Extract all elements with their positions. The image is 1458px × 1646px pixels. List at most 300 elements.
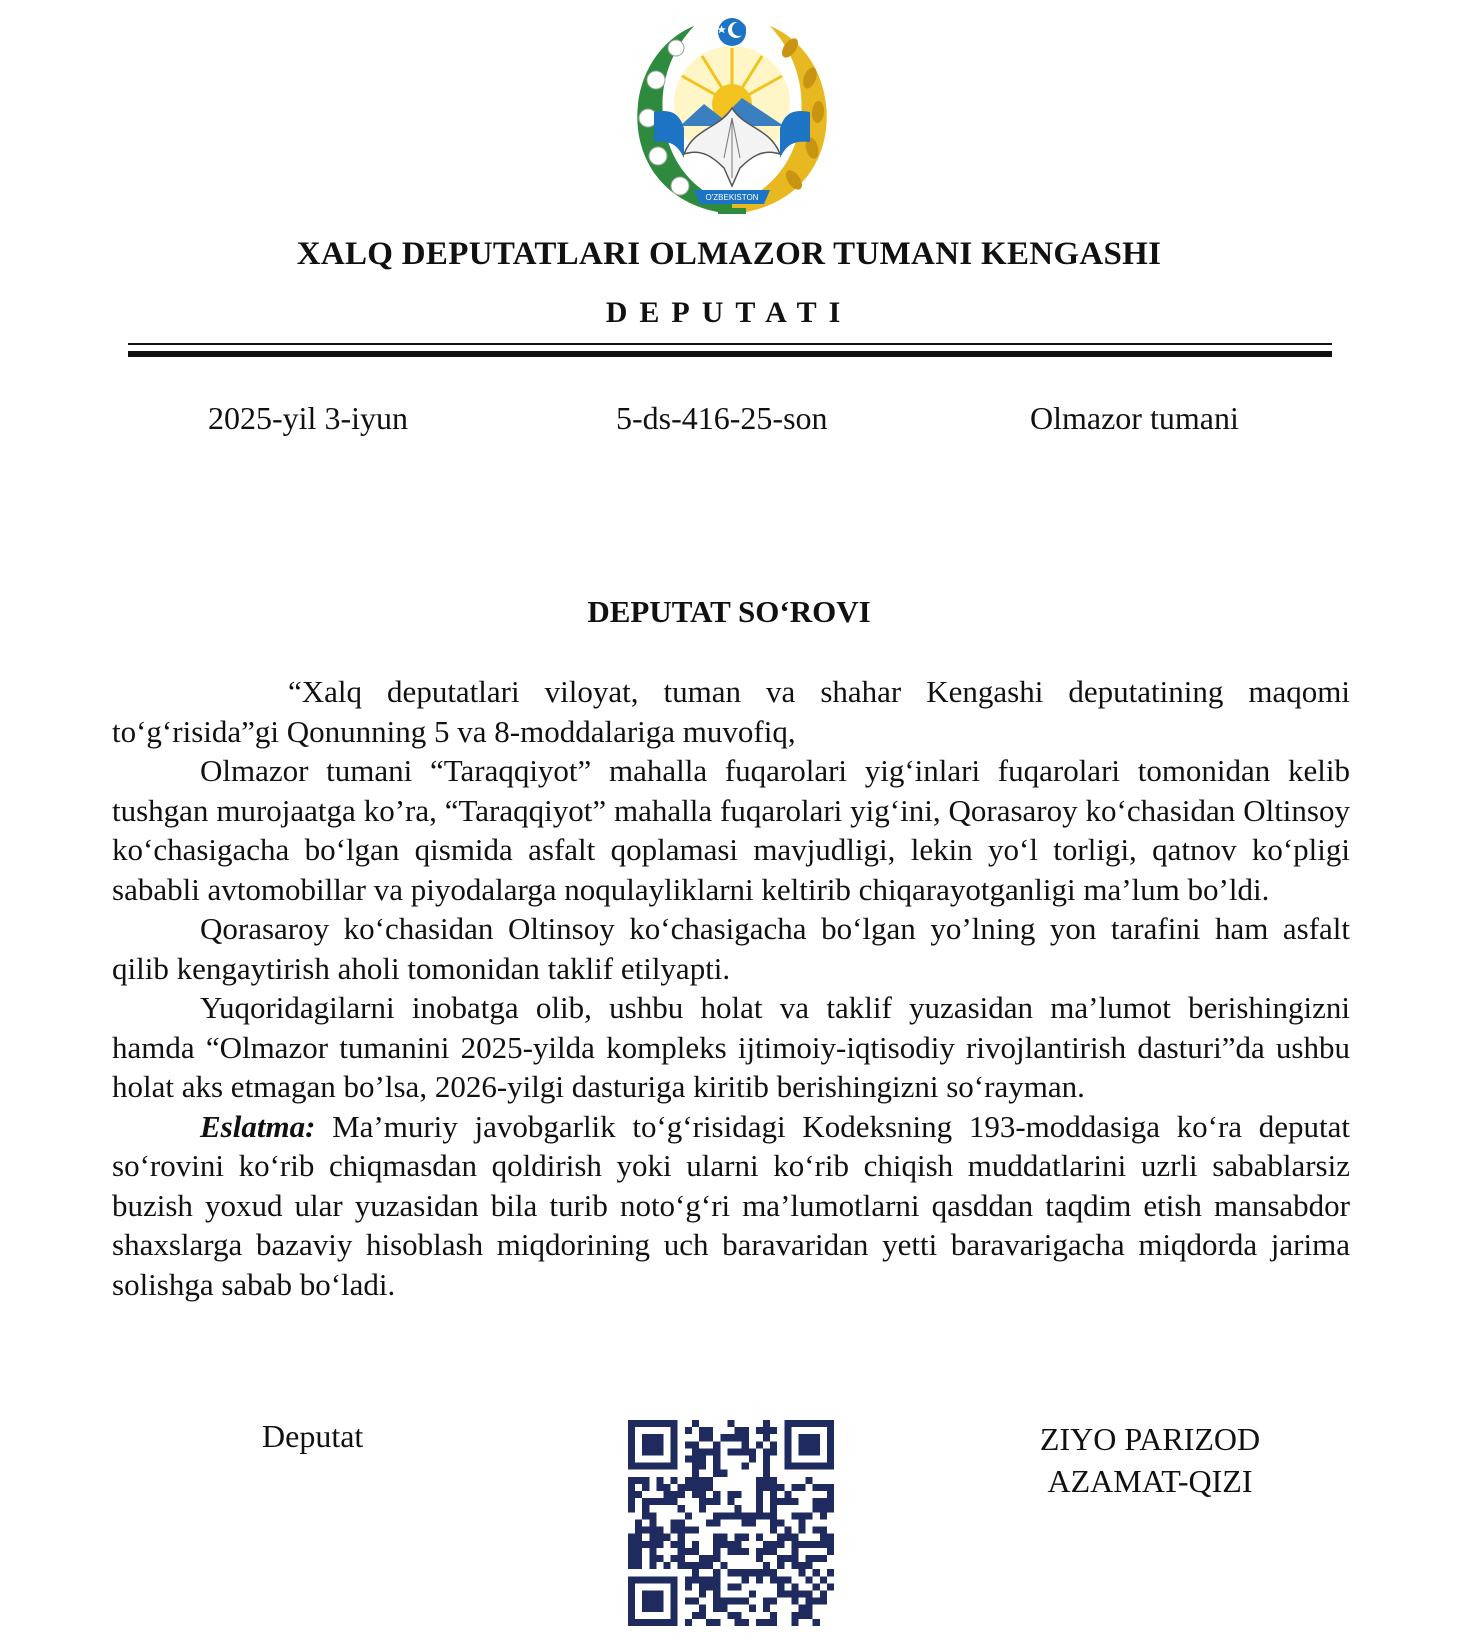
qr-module: [820, 1576, 827, 1583]
qr-module: [628, 1612, 635, 1619]
qr-module: [770, 1484, 777, 1491]
qr-module: [706, 1434, 713, 1441]
qr-module: [806, 1555, 813, 1562]
qr-module: [699, 1463, 706, 1470]
qr-module: [642, 1441, 649, 1448]
qr-module: [706, 1484, 713, 1491]
qr-module: [827, 1441, 834, 1448]
qr-module: [656, 1590, 663, 1597]
qr-module: [678, 1491, 685, 1498]
qr-module: [820, 1512, 827, 1519]
qr-module: [770, 1541, 777, 1548]
qr-module: [784, 1427, 791, 1434]
qr-module: [798, 1448, 805, 1455]
qr-module: [784, 1456, 791, 1463]
qr-module: [820, 1505, 827, 1512]
qr-module: [784, 1441, 791, 1448]
qr-module: [742, 1427, 749, 1434]
qr-module: [635, 1519, 642, 1526]
qr-module: [706, 1477, 713, 1484]
qr-module: [735, 1548, 742, 1555]
qr-module: [791, 1484, 798, 1491]
qr-module: [806, 1441, 813, 1448]
qr-code-icon: [628, 1420, 834, 1626]
qr-module: [727, 1583, 734, 1590]
qr-module: [642, 1527, 649, 1534]
qr-module: [713, 1512, 720, 1519]
qr-module: [692, 1441, 699, 1448]
qr-module: [671, 1498, 678, 1505]
qr-module: [656, 1598, 663, 1605]
qr-module: [763, 1484, 770, 1491]
qr-module: [649, 1576, 656, 1583]
document-title: DEPUTAT SO‘ROVI: [587, 594, 871, 629]
qr-module: [791, 1498, 798, 1505]
qr-module: [798, 1605, 805, 1612]
qr-module: [671, 1619, 678, 1626]
qr-module: [685, 1619, 692, 1626]
qr-module: [720, 1512, 727, 1519]
qr-module: [671, 1555, 678, 1562]
qr-module: [827, 1427, 834, 1434]
qr-module: [742, 1512, 749, 1519]
qr-module: [742, 1576, 749, 1583]
qr-module: [756, 1619, 763, 1626]
qr-module: [685, 1562, 692, 1569]
qr-module: [820, 1541, 827, 1548]
qr-module: [656, 1541, 663, 1548]
qr-module: [784, 1576, 791, 1583]
qr-module: [628, 1555, 635, 1562]
qr-module: [806, 1598, 813, 1605]
qr-module: [770, 1576, 777, 1583]
qr-module: [671, 1519, 678, 1526]
qr-module: [664, 1562, 671, 1569]
qr-module: [784, 1420, 791, 1427]
qr-module: [649, 1448, 656, 1455]
qr-module: [678, 1527, 685, 1534]
qr-module: [749, 1448, 756, 1455]
qr-module: [827, 1534, 834, 1541]
qr-module: [770, 1619, 777, 1626]
qr-module: [642, 1448, 649, 1455]
document-place: Olmazor tumani: [1030, 400, 1239, 436]
qr-module: [671, 1612, 678, 1619]
qr-module: [820, 1498, 827, 1505]
qr-module: [642, 1505, 649, 1512]
qr-module: [664, 1576, 671, 1583]
document-date: 2025-yil 3-iyun: [208, 400, 408, 436]
qr-module: [749, 1590, 756, 1597]
qr-module: [798, 1612, 805, 1619]
qr-module: [827, 1583, 834, 1590]
qr-module: [777, 1541, 784, 1548]
qr-module: [713, 1491, 720, 1498]
qr-module: [791, 1590, 798, 1597]
qr-module: [756, 1491, 763, 1498]
qr-module: [635, 1477, 642, 1484]
qr-module: [806, 1612, 813, 1619]
qr-module: [777, 1590, 784, 1597]
qr-module: [642, 1576, 649, 1583]
qr-module: [798, 1420, 805, 1427]
qr-module: [742, 1534, 749, 1541]
qr-module: [727, 1569, 734, 1576]
qr-module: [628, 1598, 635, 1605]
qr-module: [692, 1491, 699, 1498]
qr-module: [791, 1420, 798, 1427]
qr-module: [742, 1463, 749, 1470]
qr-module: [656, 1441, 663, 1448]
qr-module: [798, 1569, 805, 1576]
qr-module: [784, 1534, 791, 1541]
qr-module: [671, 1441, 678, 1448]
qr-module: [713, 1463, 720, 1470]
qr-module: [713, 1548, 720, 1555]
signatory-name-line2: AZAMAT-QIZI: [1047, 1463, 1253, 1499]
qr-module: [628, 1456, 635, 1463]
qr-module: [642, 1477, 649, 1484]
qr-module: [656, 1477, 663, 1484]
qr-module: [635, 1548, 642, 1555]
qr-module: [756, 1427, 763, 1434]
qr-module: [720, 1598, 727, 1605]
qr-module: [628, 1619, 635, 1626]
qr-module: [699, 1612, 706, 1619]
qr-module: [763, 1605, 770, 1612]
qr-module: [735, 1491, 742, 1498]
qr-module: [813, 1434, 820, 1441]
body-paragraph: Olmazor tumani “Taraqqiyot” mahalla fuqarolari yig‘inlari fuqarolari tomonidan kelib tushgan murojaatga ko’ra, “Taraqqiyot” mahalla fuqarolari yig‘ini, Qorasaroy ko‘chasidan Oltinsoy ko‘chasigacha bo‘lgan qismida asfalt qoplamasi mavjudligi, lekin yo‘l torligi, qatnov ko‘pligi sababli avtomobillar va piyodalarga noqulayliklarni keltirib chiqarayotganligi ma’lum bo’ldi.: [112, 753, 1350, 907]
qr-module: [635, 1491, 642, 1498]
qr-module: [770, 1477, 777, 1484]
qr-module: [784, 1434, 791, 1441]
qr-module: [756, 1477, 763, 1484]
qr-module: [784, 1448, 791, 1455]
qr-module: [699, 1491, 706, 1498]
note-paragraph: [112, 1107, 1350, 1305]
qr-module: [699, 1583, 706, 1590]
qr-module: [727, 1498, 734, 1505]
qr-module: [770, 1519, 777, 1526]
qr-module: [735, 1541, 742, 1548]
body-paragraph: Yuqoridagilarni inobatga olib, ushbu holat va taklif yuzasidan ma’lumot berishingizni hamda “Olmazor tumanini 2025-yilda kompleks ijtimoiy-iqtisodiy rivojlantirish dasturi”da ushbu holat aks etmagan bo’lsa, 2026-yilgi dasturiga kiritib berishingizni so‘rayman.: [112, 990, 1350, 1104]
qr-module: [813, 1583, 820, 1590]
qr-module: [628, 1534, 635, 1541]
qr-module: [820, 1463, 827, 1470]
qr-module: [735, 1512, 742, 1519]
qr-module: [791, 1512, 798, 1519]
document-number: 5-ds-416-25-son: [616, 400, 828, 436]
qr-module: [784, 1590, 791, 1597]
qr-module: [628, 1491, 635, 1498]
qr-module: [628, 1541, 635, 1548]
qr-module: [770, 1527, 777, 1534]
qr-module: [656, 1555, 663, 1562]
qr-module: [820, 1598, 827, 1605]
qr-module: [791, 1463, 798, 1470]
qr-module: [642, 1498, 649, 1505]
qr-module: [770, 1569, 777, 1576]
qr-module: [813, 1619, 820, 1626]
qr-module: [727, 1420, 734, 1427]
qr-module: [727, 1491, 734, 1498]
qr-module: [649, 1605, 656, 1612]
qr-module: [798, 1527, 805, 1534]
qr-module: [720, 1562, 727, 1569]
qr-module: [742, 1448, 749, 1455]
qr-module: [664, 1463, 671, 1470]
qr-module: [656, 1576, 663, 1583]
qr-module: [706, 1562, 713, 1569]
qr-module: [635, 1420, 642, 1427]
qr-module: [628, 1498, 635, 1505]
qr-module: [756, 1569, 763, 1576]
qr-module: [685, 1484, 692, 1491]
qr-module: [806, 1477, 813, 1484]
qr-module: [692, 1612, 699, 1619]
qr-module: [749, 1605, 756, 1612]
qr-module: [678, 1562, 685, 1569]
qr-module: [742, 1441, 749, 1448]
qr-module: [664, 1420, 671, 1427]
qr-module: [635, 1527, 642, 1534]
qr-module: [791, 1548, 798, 1555]
qr-module: [635, 1555, 642, 1562]
qr-module: [713, 1590, 720, 1597]
qr-module: [685, 1583, 692, 1590]
qr-module: [713, 1470, 720, 1477]
qr-module: [806, 1420, 813, 1427]
qr-module: [685, 1477, 692, 1484]
qr-module: [735, 1534, 742, 1541]
qr-module: [699, 1484, 706, 1491]
qr-module: [628, 1427, 635, 1434]
qr-module: [827, 1448, 834, 1455]
qr-module: [628, 1583, 635, 1590]
qr-module: [671, 1434, 678, 1441]
qr-module: [735, 1612, 742, 1619]
qr-module: [791, 1534, 798, 1541]
qr-module: [713, 1605, 720, 1612]
qr-module: [756, 1441, 763, 1448]
qr-module: [628, 1448, 635, 1455]
qr-module: [777, 1498, 784, 1505]
qr-module: [635, 1619, 642, 1626]
qr-module: [813, 1463, 820, 1470]
qr-module: [685, 1441, 692, 1448]
qr-module: [692, 1562, 699, 1569]
qr-module: [763, 1470, 770, 1477]
qr-module: [678, 1534, 685, 1541]
qr-module: [671, 1427, 678, 1434]
qr-module: [699, 1605, 706, 1612]
qr-module: [678, 1548, 685, 1555]
qr-module: [678, 1541, 685, 1548]
qr-module: [656, 1434, 663, 1441]
qr-module: [713, 1541, 720, 1548]
qr-module: [798, 1441, 805, 1448]
document-body: [112, 672, 1350, 1304]
qr-module: [628, 1477, 635, 1484]
qr-module: [763, 1456, 770, 1463]
qr-module: [727, 1541, 734, 1548]
qr-module: [756, 1505, 763, 1512]
qr-module: [777, 1519, 784, 1526]
qr-module: [692, 1463, 699, 1470]
qr-module: [635, 1541, 642, 1548]
qr-module: [820, 1420, 827, 1427]
qr-module: [827, 1498, 834, 1505]
qr-module: [642, 1420, 649, 1427]
qr-module: [798, 1590, 805, 1597]
qr-module: [649, 1598, 656, 1605]
qr-module: [649, 1434, 656, 1441]
qr-module: [649, 1562, 656, 1569]
qr-module: [649, 1519, 656, 1526]
qr-module: [706, 1576, 713, 1583]
qr-module: [649, 1527, 656, 1534]
qr-module: [791, 1583, 798, 1590]
qr-module: [820, 1590, 827, 1597]
qr-module: [713, 1598, 720, 1605]
qr-module: [671, 1605, 678, 1612]
qr-module: [742, 1619, 749, 1626]
qr-module: [756, 1534, 763, 1541]
qr-module: [791, 1541, 798, 1548]
qr-module: [770, 1598, 777, 1605]
qr-module: [713, 1569, 720, 1576]
qr-module: [735, 1505, 742, 1512]
qr-module: [813, 1420, 820, 1427]
qr-module: [827, 1420, 834, 1427]
qr-module: [713, 1619, 720, 1626]
qr-module: [713, 1448, 720, 1455]
qr-module: [720, 1605, 727, 1612]
qr-module: [699, 1562, 706, 1569]
signature-label: Deputat: [262, 1418, 364, 1454]
qr-module: [827, 1505, 834, 1512]
qr-module: [727, 1448, 734, 1455]
qr-module: [798, 1463, 805, 1470]
qr-module: [628, 1441, 635, 1448]
qr-module: [720, 1541, 727, 1548]
qr-module: [720, 1434, 727, 1441]
qr-module: [706, 1583, 713, 1590]
qr-module: [671, 1527, 678, 1534]
qr-module: [671, 1456, 678, 1463]
qr-module: [635, 1534, 642, 1541]
qr-module: [692, 1576, 699, 1583]
qr-module: [713, 1576, 720, 1583]
qr-module: [699, 1555, 706, 1562]
qr-module: [671, 1541, 678, 1548]
qr-module: [692, 1448, 699, 1455]
qr-module: [628, 1562, 635, 1569]
emblem-caption: O'ZBEKISTON: [705, 193, 759, 202]
body-paragraph: “Xalq deputatlari viloyat, tuman va shahar Kengashi deputatining maqomi to‘g‘risida”gi Qonunning 5 va 8-moddalariga muvofiq,: [112, 674, 1350, 749]
organization-subtitle: DEPUTATI: [605, 296, 853, 329]
qr-module: [749, 1456, 756, 1463]
qr-module: [777, 1576, 784, 1583]
qr-module: [628, 1605, 635, 1612]
qr-module: [713, 1534, 720, 1541]
qr-module: [692, 1527, 699, 1534]
qr-module: [727, 1598, 734, 1605]
qr-module: [763, 1427, 770, 1434]
qr-module: [827, 1541, 834, 1548]
qr-module: [749, 1519, 756, 1526]
coat-of-arms-icon: [624, 8, 840, 224]
qr-module: [678, 1505, 685, 1512]
qr-module: [806, 1434, 813, 1441]
qr-module: [813, 1505, 820, 1512]
qr-module: [735, 1434, 742, 1441]
qr-module: [770, 1505, 777, 1512]
qr-module: [756, 1555, 763, 1562]
qr-module: [727, 1548, 734, 1555]
qr-module: [763, 1548, 770, 1555]
qr-module: [642, 1541, 649, 1548]
qr-module: [763, 1463, 770, 1470]
qr-module: [813, 1527, 820, 1534]
qr-module: [770, 1427, 777, 1434]
qr-module: [692, 1569, 699, 1576]
qr-module: [756, 1498, 763, 1505]
qr-module: [791, 1598, 798, 1605]
qr-module: [770, 1548, 777, 1555]
qr-module: [806, 1590, 813, 1597]
qr-module: [685, 1527, 692, 1534]
qr-module: [777, 1484, 784, 1491]
qr-module: [827, 1463, 834, 1470]
qr-module: [735, 1583, 742, 1590]
qr-module: [756, 1512, 763, 1519]
qr-module: [813, 1448, 820, 1455]
qr-module: [791, 1562, 798, 1569]
qr-module: [656, 1498, 663, 1505]
qr-module: [664, 1498, 671, 1505]
qr-module: [699, 1590, 706, 1597]
qr-module: [656, 1527, 663, 1534]
qr-module: [806, 1576, 813, 1583]
qr-module: [671, 1420, 678, 1427]
qr-module: [628, 1576, 635, 1583]
qr-module: [685, 1512, 692, 1519]
qr-module: [784, 1463, 791, 1470]
qr-module: [692, 1598, 699, 1605]
qr-module: [742, 1519, 749, 1526]
qr-module: [649, 1534, 656, 1541]
qr-module: [813, 1598, 820, 1605]
qr-module: [770, 1448, 777, 1455]
qr-module: [756, 1576, 763, 1583]
qr-module: [692, 1484, 699, 1491]
qr-module: [820, 1484, 827, 1491]
qr-module: [706, 1519, 713, 1526]
qr-module: [784, 1555, 791, 1562]
qr-module: [820, 1534, 827, 1541]
qr-module: [692, 1470, 699, 1477]
qr-module: [649, 1619, 656, 1626]
qr-module: [791, 1619, 798, 1626]
qr-module: [813, 1569, 820, 1576]
qr-module: [699, 1427, 706, 1434]
qr-module: [770, 1612, 777, 1619]
qr-module: [649, 1512, 656, 1519]
qr-module: [820, 1527, 827, 1534]
qr-module: [763, 1541, 770, 1548]
